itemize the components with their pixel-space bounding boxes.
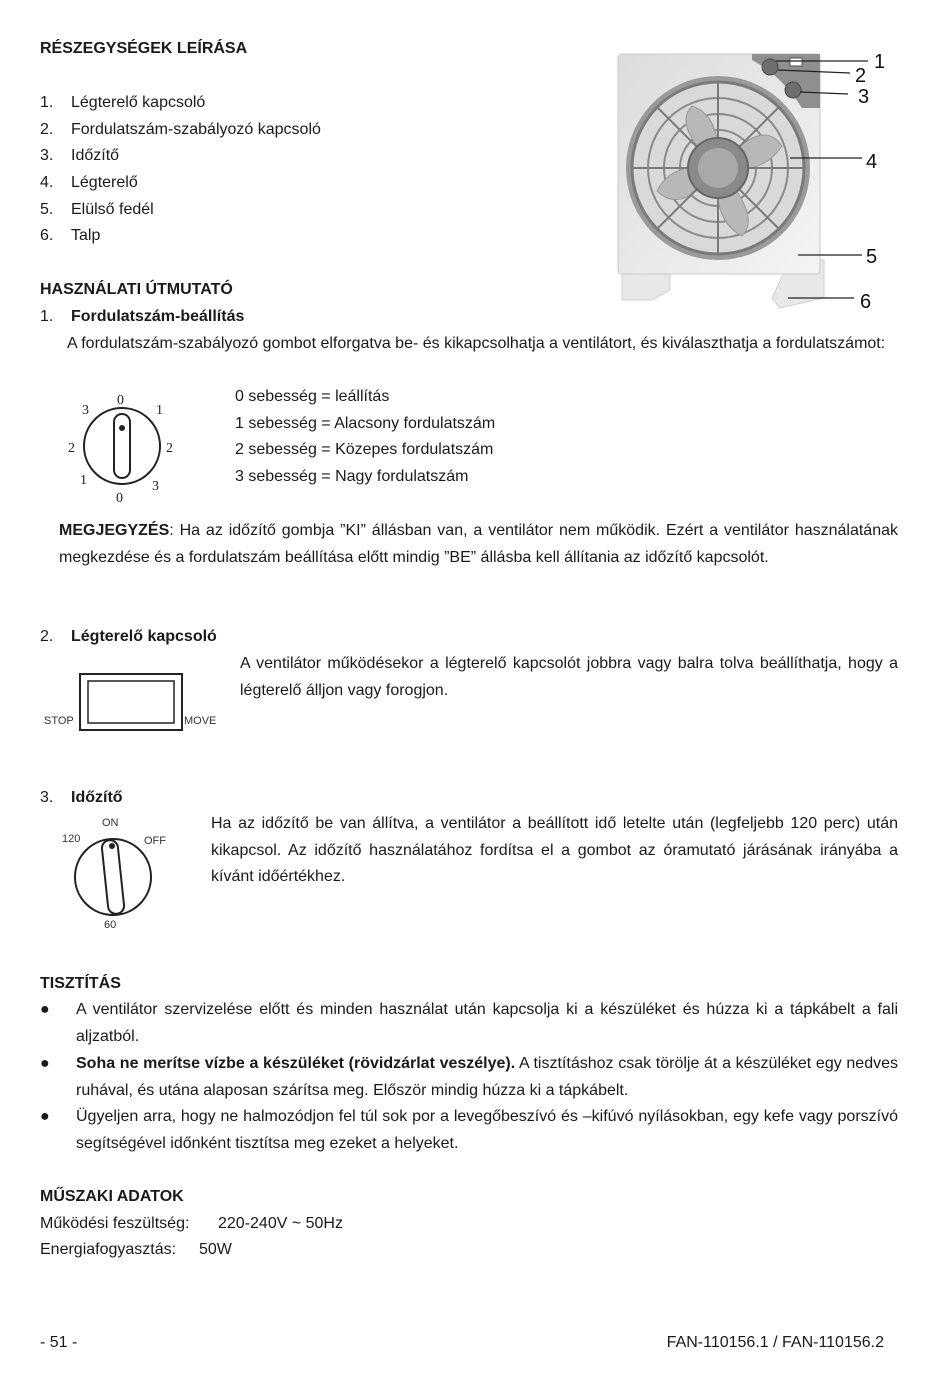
cleaning-bullet: ● Soha ne merítse vízbe a készüléket (rövidzárlat veszélye). A tisztításhoz csak törölje át a készüléket egy nedves ruhával, és utána alaposan szárítsa meg. Először mindig húzza ki a tápkábelt. [40,1051,898,1104]
list-item: 4. Légterelő [40,174,138,192]
note-label: MEGJEGYZÉS [59,522,170,539]
callout-4: 4 [866,151,878,173]
timer-description: Ha az időzítő be van állítva, a ventilátor a beállított idő letelte után (legfeljebb 120 perc) után kikapcsol. Az időzítő használatához fordítsa el a gombot az óramutató járásának irányába a kívánt időértékhez. [211,815,898,886]
parts-list [40,90,321,250]
list-item: 2. Fordulatszám-szabályozó kapcsoló [40,120,321,138]
timer-120-label: 120 [62,833,81,845]
stop-label: STOP [44,715,74,727]
fan-diagram [612,46,902,316]
callout-1: 1 [874,51,886,73]
speed-level: 3 sebesség = Nagy fordulatszám [235,468,469,486]
bullet-icon: ● [40,1108,50,1125]
specs-title: MŰSZAKI ADATOK [40,1188,184,1205]
dial-label-top-0: 0 [117,393,124,408]
timer-60-label: 60 [104,919,117,931]
callout-5: 5 [866,246,878,268]
dial-label-top-1: 1 [156,403,163,418]
section-1-heading: 1. Fordulatszám-beállítás [40,308,245,325]
list-item: 6. Talp [40,227,101,245]
spec-power-value: 50W [199,1241,232,1258]
cleaning-title: TISZTÍTÁS [40,975,121,992]
dial-label-left-1: 1 [80,473,87,488]
timer-dial-diagram [58,812,178,934]
cleaning-bullet: ● A ventilátor szervizelése előtt és minden használat után kapcsolja ki a készüléket és húzza ki a tápkábelt a fali aljzatból. [40,997,898,1050]
model-number: FAN-110156.1 / FAN-110156.2 [666,1334,884,1351]
move-label: MOVE [184,715,217,727]
section-3-heading: 3. Időzítő [40,789,123,806]
list-item: 1. Légterelő kapcsoló [40,94,206,111]
callout-6: 6 [860,291,872,313]
list-item: 3. Időzítő [40,147,120,165]
dial-label-top-3: 3 [82,403,89,418]
parts-title: RÉSZEGYSÉGEK LEÍRÁSA [40,40,248,57]
list-item: 5. Elülső fedél [40,200,154,218]
louver-switch-diagram [40,670,225,736]
dial-label-left-2: 2 [68,441,75,456]
spec-voltage-label: Működési feszültség: [40,1215,190,1232]
dial-label-bottom-3: 3 [152,479,159,494]
speed-level: 2 sebesség = Közepes fordulatszám [235,441,494,459]
bullet-icon: ● [40,1001,50,1018]
speed-dial-diagram [60,388,190,508]
section-2-heading: 2. Légterelő kapcsoló [40,628,217,645]
cleaning-bullet: ● Ügyeljen arra, hogy ne halmozódjon fel túl sok por a levegőbeszívó és –kifúvó nyílásokban, egy kefe vagy porszívó segítségével időnként tisztítsa meg ezeket a helyeket. [40,1104,898,1157]
timer-on-label: ON [102,817,119,829]
dial-label-right-2: 2 [166,441,173,456]
spec-voltage-value: 220-240V ~ 50Hz [218,1215,343,1232]
louver-description: A ventilátor működésekor a légterelő kapcsolót jobbra vagy balra tolva beállíthatja, hogy a légterelő álljon vagy forogjon. [240,655,898,699]
callout-3: 3 [858,86,870,108]
note-text: : Ha az időzítő gombja ”KI” állásban van, a ventilátor nem működik. Ezért a ventilátor használatának megkezdése és a fordulatszám beállítása előtt mindig ”BE” állásba kell állítania az időzítő kapcsolót. [59,522,898,566]
speed-levels [235,384,495,491]
timer-off-label: OFF [144,835,166,847]
spec-power-label: Energiafogyasztás: [40,1241,177,1258]
dial-label-bottom-0: 0 [116,491,123,506]
bullet-icon: ● [40,1055,50,1072]
speed-level: 1 sebesség = Alacsony fordulatszám [235,414,496,432]
callout-2: 2 [855,65,867,87]
usage-title: HASZNÁLATI ÚTMUTATÓ [40,281,233,298]
speed-level: 0 sebesség = leállítás [235,388,390,405]
note-paragraph [59,518,898,571]
speed-description: A fordulatszám-szabályozó gombot elforgatva be- és kikapcsolhatja a ventilátort, és kiválaszthatja a fordulatszámot: [67,335,886,352]
page-number: - 51 - [40,1334,78,1351]
